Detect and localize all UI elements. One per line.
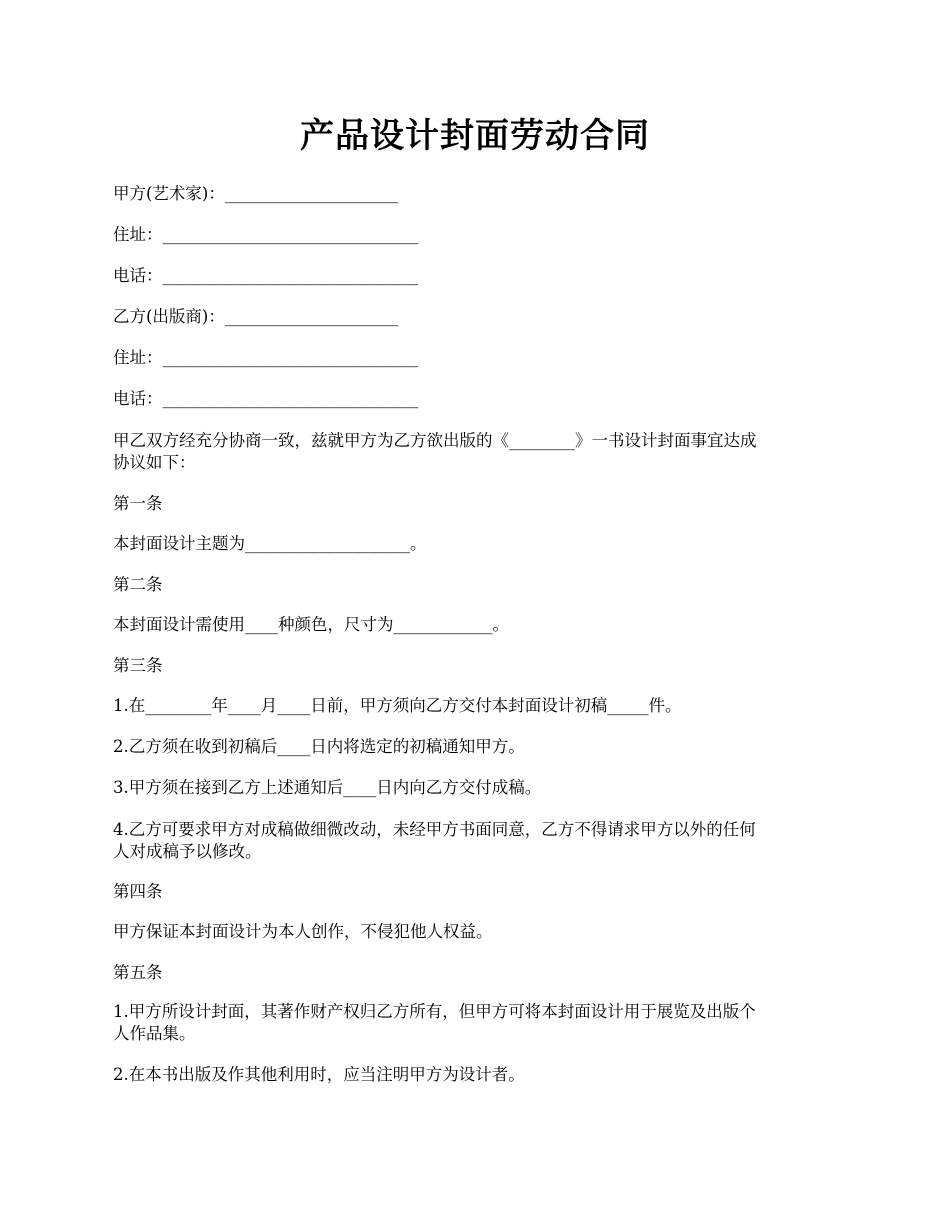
- article-5-item-1-line-2: 人作品集。: [113, 1024, 196, 1043]
- article-4-heading: 第四条: [113, 882, 163, 901]
- article-1-text: 本封面设计主题为____________________。: [113, 534, 427, 553]
- party-a-name-line: 甲方(艺术家)：_____________________: [113, 184, 399, 203]
- article-3-item-4-line-2: 人对成稿予以修改。: [113, 842, 262, 861]
- article-5-item-1-line-1: 1.甲方所设计封面，其著作财产权归乙方所有，但甲方可将本封面设计用于展览及出版个: [113, 1002, 756, 1021]
- article-1-heading: 第一条: [113, 494, 163, 513]
- article-5-item-2: 2.在本书出版及作其他利用时，应当注明甲方为设计者。: [113, 1065, 525, 1084]
- article-2-heading: 第二条: [113, 575, 163, 594]
- article-5-heading: 第五条: [113, 963, 163, 982]
- party-a-address-line: 住址：_______________________________: [113, 225, 419, 244]
- article-4-text: 甲方保证本封面设计为本人创作，不侵犯他人权益。: [113, 922, 493, 941]
- preamble-line-2: 协议如下：: [113, 453, 196, 472]
- article-3-item-3: 3.甲方须在接到乙方上述通知后____日内向乙方交付成稿。: [113, 778, 542, 797]
- article-3-item-1: 1.在________年____月____日前，甲方须向乙方交付本封面设计初稿_____件。: [113, 696, 682, 715]
- party-a-phone-line: 电话：_______________________________: [113, 266, 419, 285]
- party-b-name-line: 乙方(出版商)：_____________________: [113, 307, 399, 326]
- preamble-line-1: 甲乙双方经充分协商一致，兹就甲方为乙方欲出版的《________》一书设计封面事宜达成: [113, 431, 757, 450]
- article-3-item-2: 2.乙方须在收到初稿后____日内将选定的初稿通知甲方。: [113, 737, 525, 756]
- party-b-address-line: 住址：_______________________________: [113, 348, 419, 367]
- document-title: 产品设计封面劳动合同: [300, 116, 650, 156]
- article-3-heading: 第三条: [113, 656, 163, 675]
- party-b-phone-line: 电话：_______________________________: [113, 389, 419, 408]
- article-3-item-4-line-1: 4.乙方可要求甲方对成稿做细微改动，未经甲方书面同意，乙方不得请求甲方以外的任何: [113, 820, 756, 839]
- article-2-text: 本封面设计需使用____种颜色，尺寸为____________。: [113, 615, 509, 634]
